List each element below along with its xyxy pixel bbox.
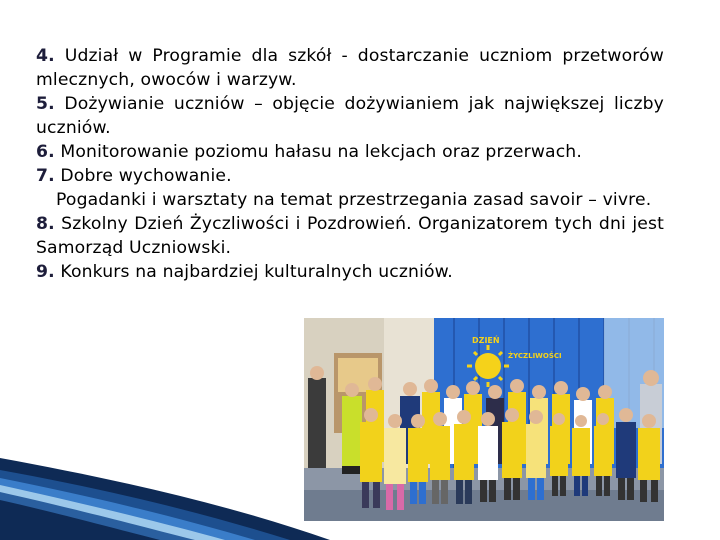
item-number: 8. xyxy=(36,214,55,234)
list-item-8 xyxy=(36,212,664,260)
item-number: 6. xyxy=(36,142,55,162)
item-text: Monitorowanie poziomu hałasu na lekcjach oraz przerwach. xyxy=(54,142,582,162)
banner-line-1: DZIEŃ xyxy=(472,336,500,345)
banner-line-2: ŻYCZLIWOŚCI xyxy=(508,352,562,360)
item-text: Dożywianie uczniów – objęcie dożywianiem jak największej liczby uczniów. xyxy=(36,94,664,138)
item-text: Dobre wychowanie. xyxy=(54,166,232,186)
item-text: Udział w Programie dla szkół - dostarczanie uczniom przetworów mlecznych, owoców i warzyw. xyxy=(36,46,664,90)
item-number: 5. xyxy=(36,94,55,114)
group-photo xyxy=(304,318,664,521)
list-item-6 xyxy=(36,140,664,164)
list-item-7 xyxy=(36,164,664,188)
item-text: Konkurs na najbardziej kulturalnych uczniów. xyxy=(54,262,453,282)
list-item-5 xyxy=(36,92,664,140)
item-number: 9. xyxy=(36,262,55,282)
list-item-4 xyxy=(36,44,664,92)
text-block xyxy=(36,44,664,284)
item-number: 4. xyxy=(36,46,55,66)
list-item-7-detail xyxy=(36,188,664,212)
item-text: Pogadanki i warsztaty na temat przestrzegania zasad savoir – vivre. xyxy=(56,190,652,210)
item-number: 7. xyxy=(36,166,55,186)
list-item-9 xyxy=(36,260,664,284)
item-text: Szkolny Dzień Życzliwości i Pozdrowień. Organizatorem tych dni jest Samorząd Uczniowski. xyxy=(36,214,664,258)
group-photo-illustration xyxy=(304,318,664,521)
